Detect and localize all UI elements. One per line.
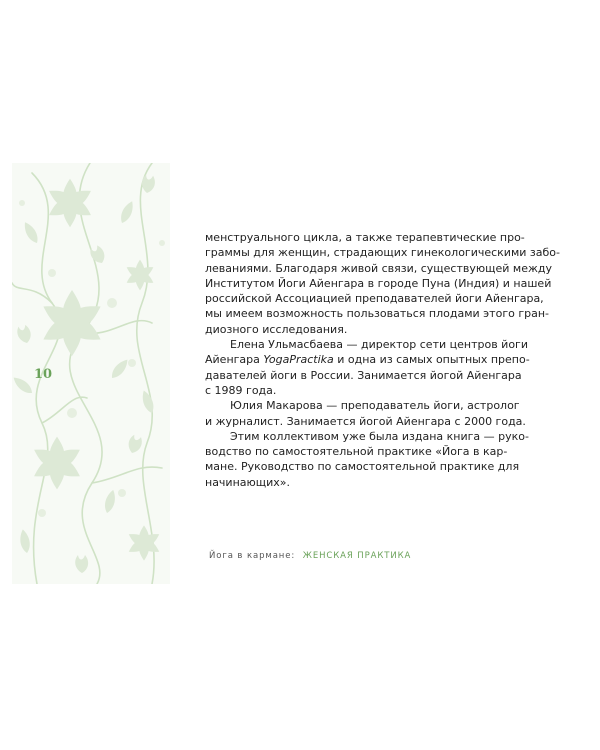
text-segment: мане. Руководство по самостоятельной практике для — [205, 460, 520, 474]
text-line — [205, 383, 550, 398]
text-line — [205, 261, 553, 276]
text-segment: мы имеем возможность пользоваться плодами этого гран- — [205, 307, 549, 321]
text-line — [205, 475, 550, 490]
text-segment: и журналист. Занимается йогой Айенгара с 2000 года. — [205, 414, 526, 428]
text-line — [205, 230, 550, 245]
text-line — [205, 276, 550, 291]
text-segment: Елена Ульмасбаева — директор сети центров йоги — [230, 338, 528, 352]
text-segment: водство по самостоятельной практике «Йога в кар- — [205, 445, 508, 459]
text-segment: Юлия Макарова — преподаватель йоги, астролог — [230, 399, 520, 413]
text-segment: YogaPractika — [263, 353, 334, 367]
text-segment: Институтом Йоги Айенгара в городе Пуна (Индия) и нашей — [205, 276, 552, 290]
footer-book-title: Йога в кармане: — [209, 551, 296, 561]
text-segment: начинающих». — [205, 475, 291, 489]
footer-section-title: ЖЕНСКАЯ ПРАКТИКА — [302, 551, 412, 561]
text-line — [205, 444, 550, 459]
text-line — [205, 337, 550, 352]
text-segment: граммы для женщин, страдающих гинекологическими забо- — [205, 246, 560, 260]
text-line — [205, 398, 550, 413]
text-segment: и одна из самых опытных препо- — [333, 353, 530, 367]
text-segment: менструального цикла, а также терапевтические про- — [205, 231, 525, 244]
text-segment: с 1989 года. — [205, 383, 277, 397]
text-line — [205, 322, 550, 337]
text-line — [205, 245, 560, 260]
text-line — [205, 459, 550, 474]
running-footer — [209, 551, 411, 561]
text-line — [205, 414, 550, 429]
text-line — [205, 352, 550, 367]
text-segment: давателей йоги в России. Занимается йогой Айенгара — [205, 368, 522, 382]
body-text — [205, 230, 560, 490]
text-line — [205, 429, 550, 444]
text-segment: леваниями. Благодаря живой связи, существующей между — [205, 261, 553, 275]
page-number: 10 — [34, 367, 53, 382]
text-segment: российской Ассоциацией преподавателей йоги Айенгара, — [205, 292, 544, 306]
text-line — [205, 291, 550, 306]
text-line — [205, 306, 550, 321]
text-line — [205, 368, 550, 383]
text-segment: Айенгара — [205, 353, 264, 367]
text-segment: Этим коллективом уже была издана книга — руко- — [230, 429, 529, 443]
text-segment: диозного исследования. — [205, 322, 348, 336]
